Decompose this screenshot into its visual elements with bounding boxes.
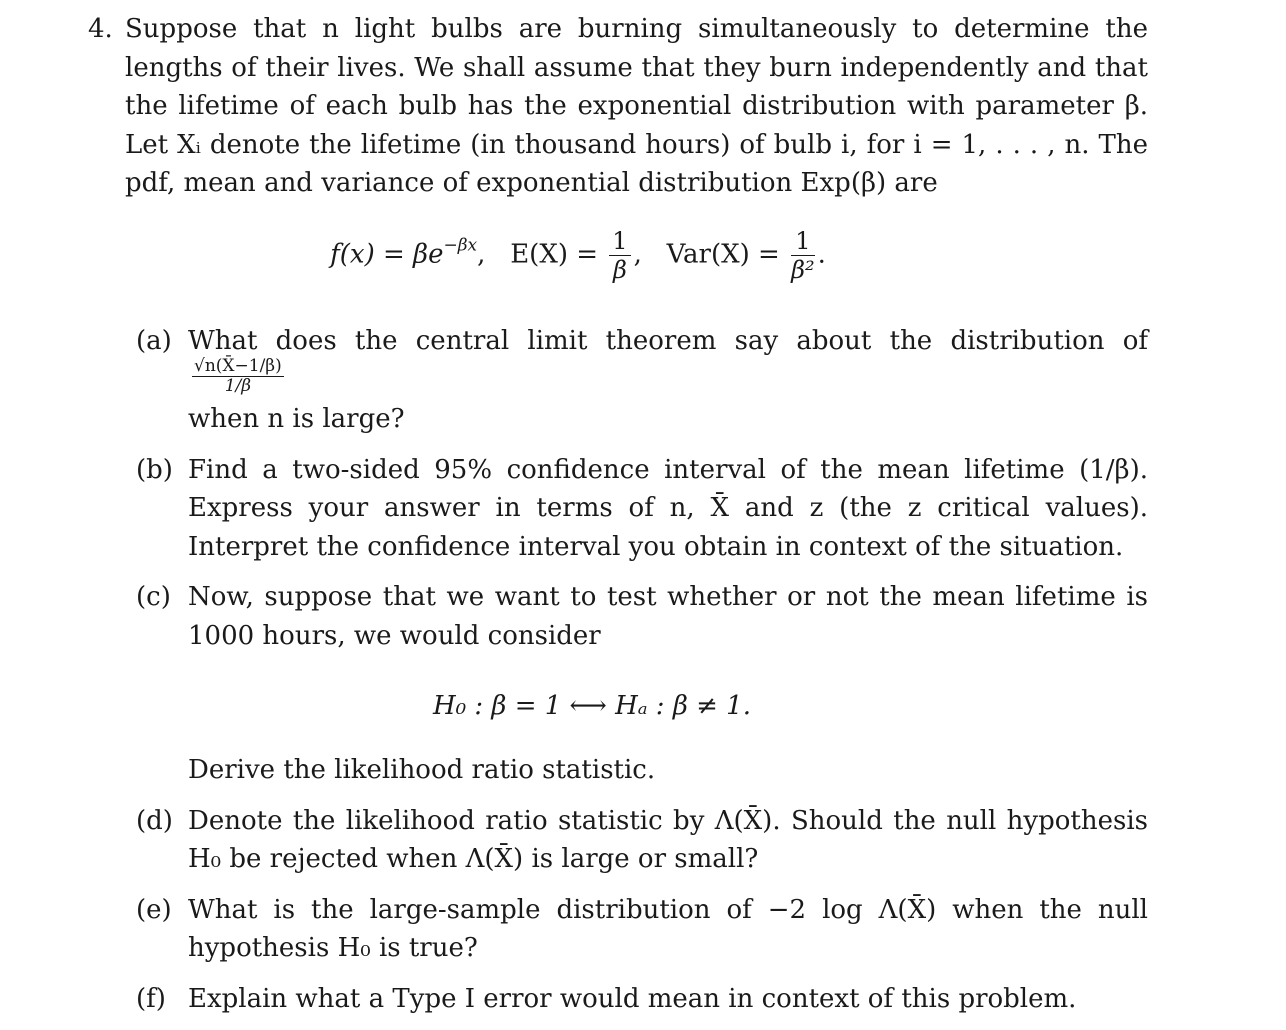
part-e-text: What is the large-sample distribution of −2 log Λ(X̄) when the null hypothesis H₀ is true?: [188, 894, 1148, 963]
part-a: [136, 322, 1148, 439]
pdf-exponent: −βx: [443, 235, 478, 255]
part-b-label: (b): [136, 454, 173, 485]
variance-fraction: [791, 227, 815, 284]
clt-numerator: √n(X̄−1/β): [194, 356, 282, 376]
mean-fraction: [609, 227, 630, 284]
mean-numerator: 1: [609, 227, 630, 256]
part-f-label: (f): [136, 983, 166, 1014]
part-b: [136, 451, 1148, 567]
part-a-label: (a): [136, 326, 172, 356]
part-c-label: (c): [136, 582, 171, 612]
part-f-text: Explain what a Type I error would mean in context of this problem.: [188, 983, 1077, 1014]
problem-number: 4.: [88, 14, 113, 44]
part-e-label: (e): [136, 894, 172, 925]
part-e: [136, 891, 1148, 968]
variance-numerator: 1: [791, 227, 815, 256]
variance-denominator: β²: [791, 255, 815, 284]
problem-intro: Suppose that n light bulbs are burning simultaneously to determine the lengths of their lives. We shall assume that they burn independently and that the lifetime of each bulb has the exponential distribution with parameter β. Let Xᵢ denote the lifetime (in thousand hours) of bulb i, for i = 1, . . . , n. The pdf, mean and variance of exponential distribution Exp(β) are: [125, 14, 1148, 198]
part-d: [136, 802, 1148, 879]
part-f: [136, 980, 1148, 1019]
part-d-text: Denote the likelihood ratio statistic by Λ(X̄). Should the null hypothesis H₀ be rejected when Λ(X̄) is large or small?: [188, 805, 1148, 874]
distribution-formula: $f(x) = \beta e^{-\beta x}$, E(X) = $\frac{1}{\beta}$ , Var(X) = $\frac{1}{\text{β²}}$ .: [330, 226, 826, 284]
clt-fraction: [192, 357, 284, 396]
part-a-text: What does the central limit theorem say about the distribution of: [188, 326, 1148, 356]
part-c-derive: Derive the likelihood ratio statistic.: [188, 755, 656, 785]
hypothesis-statement: H₀ : β = 1 ⟷ Hₐ : β ≠ 1.: [433, 691, 751, 721]
mean-denominator: β: [613, 255, 627, 284]
pdf-expression: f(x) = βe: [330, 239, 444, 269]
problem-4: [88, 10, 1148, 294]
formula-period: .: [817, 239, 826, 269]
problem-parts: [136, 322, 1148, 1030]
part-c: [136, 578, 1148, 655]
part-a-text-end: when n is large?: [188, 404, 405, 434]
part-d-label: (d): [136, 805, 173, 836]
part-c-text: Now, suppose that we want to test whether or not the mean lifetime is 1000 hours, we would consider: [188, 582, 1148, 651]
variance-lhs: Var(X) =: [666, 239, 780, 269]
clt-denominator: 1/β: [224, 376, 252, 396]
mean-lhs: E(X) =: [510, 239, 599, 269]
part-b-text: Find a two-sided 95% confidence interval of the mean lifetime (1/β). Express your answer in terms of n, X̄ and z (the z critical values). Interpret the confidence interval you obtain in context of the situation.: [188, 454, 1148, 562]
